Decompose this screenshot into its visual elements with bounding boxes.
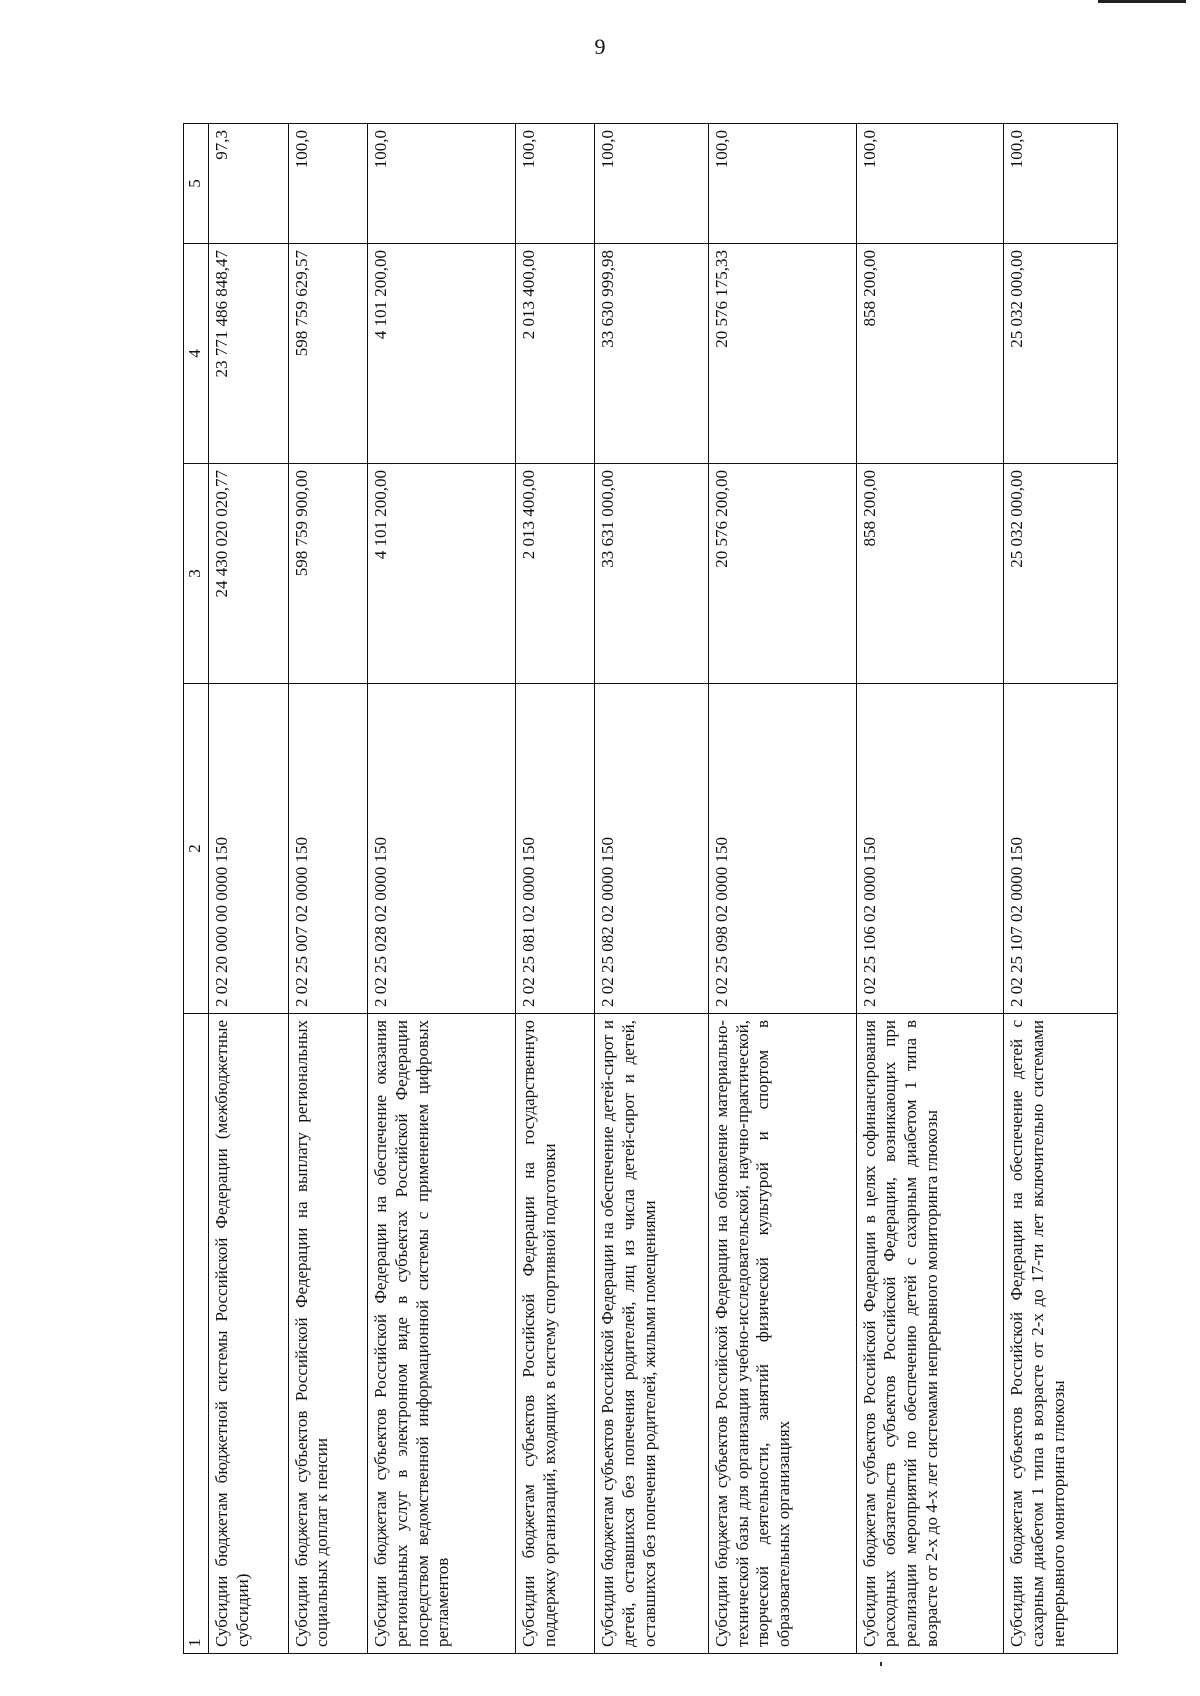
row-executed: 23 771 486 848,47	[209, 244, 289, 464]
row-percent: 100,0	[288, 124, 368, 244]
row-description: Субсидии бюджетам субъектов Российской Федерации на обеспечение детей-сирот и детей, оставшихся без попечения родителей, лиц из числа детей-сирот и детей, оставшихся без попечения родителей, жилыми помещениями	[595, 1014, 709, 1654]
header-col-4: 4	[184, 244, 209, 464]
row-percent: 100,0	[709, 124, 857, 244]
row-percent: 100,0	[1004, 124, 1118, 244]
header-col-3: 3	[184, 464, 209, 684]
row-code: 2 02 25 028 02 0000 150	[368, 684, 516, 1014]
row-percent: 100,0	[856, 124, 1004, 244]
row-executed: 33 630 999,98	[595, 244, 709, 464]
page-number: 9	[594, 34, 606, 59]
table-row	[709, 124, 857, 1654]
row-planned: 24 430 020 020,77	[209, 464, 289, 684]
row-percent: 97,3	[209, 124, 289, 244]
row-description: Субсидии бюджетам субъектов Российской Федерации на государственную поддержку организаций, входящих в систему спортивной подготовки	[515, 1014, 595, 1654]
row-executed: 858 200,00	[856, 244, 1004, 464]
row-planned: 25 032 000,00	[1004, 464, 1118, 684]
table-row	[288, 124, 368, 1654]
row-planned: 858 200,00	[856, 464, 1004, 684]
row-planned: 20 576 200,00	[709, 464, 857, 684]
row-description: Субсидии бюджетам субъектов Российской Федерации на обеспечение детей с сахарным диабетом 1 типа в возрасте от 2-х до 17-ти лет включительно системами непрерывного мониторинга глюкозы	[1004, 1014, 1118, 1654]
row-executed: 4 101 200,00	[368, 244, 516, 464]
subsidies-table	[183, 123, 1118, 1654]
row-code: 2 02 25 107 02 0000 150	[1004, 684, 1118, 1014]
table-row	[856, 124, 1004, 1654]
table-row	[209, 124, 289, 1654]
row-description: Субсидии бюджетам субъектов Российской Федерации на обеспечение оказания региональных услуг в электронном виде в субъектах Российской Федерации посредством ведомственной информационной системы с применением цифровых регламентов	[368, 1014, 516, 1654]
row-description: Субсидии бюджетам субъектов Российской Федерации на обновление материально-технической базы для организации учебно-исследовательской, научно-практической, творческой деятельности, занятий физической культурой и спортом в образовательных организациях	[709, 1014, 857, 1654]
row-percent: 100,0	[368, 124, 516, 244]
row-code: 2 02 25 106 02 0000 150	[856, 684, 1004, 1014]
header-col-5: 5	[184, 124, 209, 244]
top-edge-rule	[1098, 0, 1186, 3]
row-percent: 100,0	[515, 124, 595, 244]
table-row	[515, 124, 595, 1654]
row-executed: 25 032 000,00	[1004, 244, 1118, 464]
header-col-2: 2	[184, 684, 209, 1014]
row-code: 2 02 25 081 02 0000 150	[515, 684, 595, 1014]
row-planned: 598 759 900,00	[288, 464, 368, 684]
header-row	[184, 124, 209, 1654]
table-row	[368, 124, 516, 1654]
table-row	[595, 124, 709, 1654]
row-description: Субсидии бюджетам бюджетной системы Российской Федерации (межбюджетные субсидии)	[209, 1014, 289, 1654]
table-container	[183, 124, 1118, 1654]
row-percent: 100,0	[595, 124, 709, 244]
row-description: Субсидии бюджетам субъектов Российской Федерации на выплату региональных социальных доплат к пенсии	[288, 1014, 368, 1654]
row-executed: 20 576 175,33	[709, 244, 857, 464]
row-planned: 2 013 400,00	[515, 464, 595, 684]
row-code: 2 02 25 082 02 0000 150	[595, 684, 709, 1014]
scan-mark	[880, 1662, 882, 1666]
table-row	[1004, 124, 1118, 1654]
rotated-table-frame	[183, 124, 1118, 1654]
row-code: 2 02 25 098 02 0000 150	[709, 684, 857, 1014]
row-executed: 598 759 629,57	[288, 244, 368, 464]
row-planned: 4 101 200,00	[368, 464, 516, 684]
row-executed: 2 013 400,00	[515, 244, 595, 464]
row-description: Субсидии бюджетам субъектов Российской Федерации в целях софинансирования расходных обязательств субъектов Российской Федерации, возникающих при реализации мероприятий по обеспечению детей с сахарным диабетом 1 типа в возрасте от 2-х до 4-х лет системами непрерывного мониторинга глюкозы	[856, 1014, 1004, 1654]
row-code: 2 02 20 000 00 0000 150	[209, 684, 289, 1014]
row-code: 2 02 25 007 02 0000 150	[288, 684, 368, 1014]
header-col-1: 1	[184, 1014, 209, 1654]
row-planned: 33 631 000,00	[595, 464, 709, 684]
